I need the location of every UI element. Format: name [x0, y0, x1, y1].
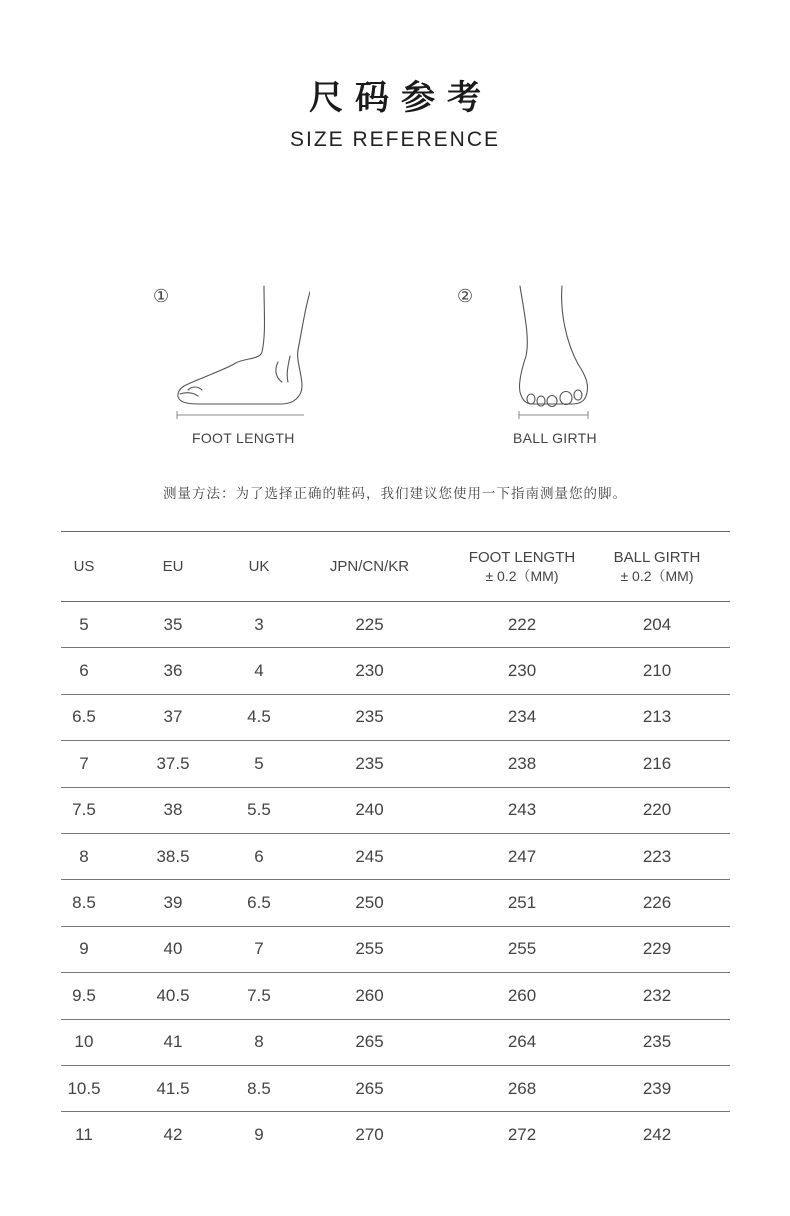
cell-foot-length: 222 [460, 602, 584, 648]
cell-us: 9 [61, 926, 107, 972]
cell-foot-length: 234 [460, 694, 584, 740]
cell-eu: 36 [107, 648, 239, 694]
cell-uk: 6 [239, 833, 279, 879]
cell-foot-length: 251 [460, 880, 584, 926]
header-ball-girth-label: BALL GIRTH [613, 548, 701, 566]
table-row [61, 973, 730, 1019]
cell-eu: 37.5 [107, 741, 239, 787]
cell-uk: 5.5 [239, 787, 279, 833]
cell-uk: 5 [239, 741, 279, 787]
cell-jpn-cn-kr: 225 [279, 602, 460, 648]
table-row [61, 787, 730, 833]
cell-eu: 38 [107, 787, 239, 833]
header-foot-length [460, 532, 584, 602]
cell-us: 10.5 [61, 1065, 107, 1111]
header-foot-length-tolerance: ± 0.2（MM) [485, 567, 559, 584]
page-title-en: SIZE REFERENCE [289, 128, 501, 151]
cell-eu: 42 [163, 1124, 183, 1144]
cell-jpn-cn-kr: 235 [279, 741, 460, 787]
foot-front-view-icon [512, 282, 596, 422]
cell-jpn-cn-kr: 245 [279, 833, 460, 879]
cell-eu: 35 [107, 602, 239, 648]
table-row [61, 880, 730, 926]
cell-jpn-cn-kr: 260 [279, 973, 460, 1019]
header-eu: EU [107, 532, 239, 602]
table-header-row [61, 532, 730, 602]
cell-us: 7.5 [61, 787, 107, 833]
figure-1-number: ① [153, 286, 170, 307]
cell-us: 7 [61, 741, 107, 787]
cell-eu: 39 [107, 880, 239, 926]
cell-eu: 40 [107, 926, 239, 972]
table-row [61, 1019, 730, 1065]
cell-foot-length: 264 [460, 1019, 584, 1065]
cell-uk: 7 [239, 926, 279, 972]
table-row [61, 926, 730, 972]
cell-foot-length: 260 [460, 973, 584, 1019]
header-ball-girth-tolerance: ± 0.2（MM) [620, 567, 694, 584]
header-foot-length-label: FOOT LENGTH [468, 548, 576, 566]
cell-ball-girth: 239 [584, 1065, 730, 1111]
cell-jpn-cn-kr: 230 [279, 648, 460, 694]
cell-uk: 7.5 [239, 973, 279, 1019]
cell-ball-girth: 226 [584, 880, 730, 926]
figure-2-number: ② [457, 286, 474, 307]
cell-eu: 38.5 [107, 833, 239, 879]
cell-us: 8.5 [61, 880, 107, 926]
cell-us: 6.5 [61, 694, 107, 740]
cell-foot-length: 243 [460, 787, 584, 833]
cell-ball-girth: 210 [584, 648, 730, 694]
header-ball-girth [584, 532, 730, 602]
table-row [61, 1065, 730, 1111]
cell-uk: 8.5 [239, 1065, 279, 1111]
cell-ball-girth: 242 [642, 1124, 672, 1144]
cell-uk: 4 [239, 648, 279, 694]
cell-us: 9.5 [61, 973, 107, 1019]
cell-us: 10 [61, 1019, 107, 1065]
cell-jpn-cn-kr: 240 [279, 787, 460, 833]
cell-foot-length: 247 [460, 833, 584, 879]
cell-eu: 41 [107, 1019, 239, 1065]
cell-foot-length: 230 [460, 648, 584, 694]
cell-ball-girth: 213 [584, 694, 730, 740]
cell-ball-girth: 216 [584, 741, 730, 787]
cell-jpn-cn-kr: 235 [279, 694, 460, 740]
cell-ball-girth: 220 [584, 787, 730, 833]
page-title-cn: 尺码参考 [309, 78, 493, 118]
cell-ball-girth: 235 [584, 1019, 730, 1065]
cell-eu: 37 [107, 694, 239, 740]
cell-eu: 40.5 [107, 973, 239, 1019]
table-row [61, 602, 730, 648]
header-uk: UK [239, 532, 279, 602]
figure-2-caption: BALL GIRTH [513, 430, 597, 446]
cell-us: 6 [61, 648, 107, 694]
cell-ball-girth: 232 [584, 973, 730, 1019]
cell-jpn-cn-kr: 265 [279, 1065, 460, 1111]
size-table [61, 531, 730, 1158]
cell-ball-girth: 223 [584, 833, 730, 879]
cell-ball-girth: 204 [584, 602, 730, 648]
table-row [61, 694, 730, 740]
cell-us: 8 [61, 833, 107, 879]
table-row [61, 1112, 730, 1158]
cell-uk: 9 [254, 1124, 264, 1144]
cell-foot-length: 238 [460, 741, 584, 787]
table-row [61, 833, 730, 879]
cell-foot-length: 255 [460, 926, 584, 972]
header-us: US [61, 532, 107, 602]
cell-eu: 41.5 [107, 1065, 239, 1111]
cell-jpn-cn-kr: 270 [355, 1124, 384, 1144]
cell-jpn-cn-kr: 265 [279, 1019, 460, 1065]
foot-side-view-icon [170, 282, 310, 422]
measurement-method-text: 测量方法：为了选择正确的鞋码，我们建议您使用一下指南测量您的脚。 [163, 486, 627, 502]
cell-jpn-cn-kr: 255 [279, 926, 460, 972]
table-row [61, 741, 730, 787]
cell-us: 11 [75, 1124, 93, 1144]
cell-foot-length: 268 [460, 1065, 584, 1111]
cell-foot-length: 272 [507, 1124, 537, 1144]
header-jpn-cn-kr: JPN/CN/KR [279, 532, 460, 602]
cell-ball-girth: 229 [584, 926, 730, 972]
cell-uk: 8 [239, 1019, 279, 1065]
cell-us: 5 [61, 602, 107, 648]
cell-uk: 6.5 [239, 880, 279, 926]
cell-uk: 4.5 [239, 694, 279, 740]
cell-jpn-cn-kr: 250 [279, 880, 460, 926]
cell-uk: 3 [239, 602, 279, 648]
figure-1-caption: FOOT LENGTH [192, 430, 295, 446]
table-row [61, 648, 730, 694]
